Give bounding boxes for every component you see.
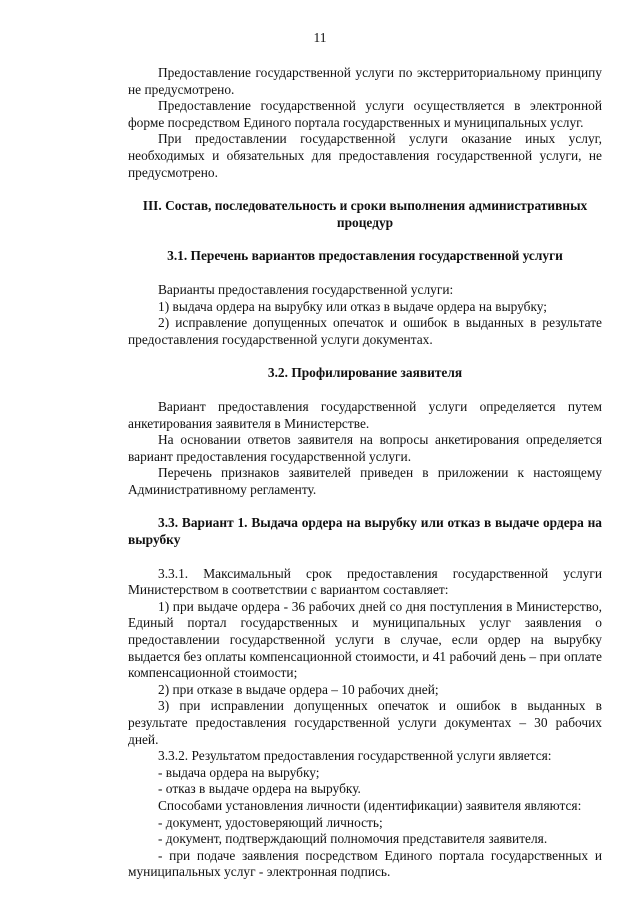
paragraph: Варианты предоставления государственной услуги:	[158, 281, 454, 297]
paragraph: 2) исправление допущенных опечаток и ошибок в выданных в результате предоставления государственной услуги документах.	[128, 315, 602, 347]
spacer	[128, 382, 602, 399]
document-body	[128, 65, 602, 881]
spacer	[128, 231, 602, 248]
paragraph: - документ, подтверждающий полномочия представителя заявителя.	[158, 831, 548, 847]
paragraph: - документ, удостоверяющий личность;	[158, 814, 383, 830]
spacer	[128, 265, 602, 282]
section-heading: 3.1. Перечень вариантов предоставления государственной услуги	[167, 248, 563, 264]
paragraph: При предоставлении государственной услуги оказание иных услуг, необходимых и обязательных для предоставления государственной услуги, не предусмотрено.	[128, 131, 602, 180]
paragraph: 2) при отказе в выдаче ордера – 10 рабочих дней;	[158, 681, 439, 697]
paragraph: Вариант предоставления государственной услуги определяется путем анкетирования заявителя в Министерстве.	[128, 398, 602, 431]
paragraph: Предоставление государственной услуги осуществляется в электронной форме посредством Единого портала государственных и муниципальных услуг.	[128, 98, 602, 130]
paragraph: 3.3.1. Максимальный срок предоставления государственной услуги Министерством в соответствии с вариантом составляет:	[128, 565, 602, 598]
paragraph: На основании ответов заявителя на вопросы анкетирования определяется вариант предоставления государственной услуги.	[128, 432, 602, 464]
paragraph: - отказ в выдаче ордера на вырубку.	[158, 781, 361, 797]
section-heading: 3.3. Вариант 1. Выдача ордера на вырубку или отказ в выдаче ордера на вырубку	[128, 515, 602, 548]
paragraph: 3) при исправлении допущенных опечаток и ошибок в выданных в результате предоставления государственной услуги документах – 30 рабочих дней.	[128, 698, 602, 747]
paragraph: - выдача ордера на вырубку;	[158, 764, 320, 780]
paragraph: Предоставление государственной услуги по экстерриториальному принципу не предусмотрено.	[128, 65, 602, 97]
paragraph: - при подаче заявления посредством Единого портала государственных и муниципальных услуг - электронная подпись.	[128, 847, 602, 880]
spacer	[128, 498, 602, 515]
paragraph: Способами установления личности (идентификации) заявителя являются:	[158, 797, 582, 813]
spacer	[128, 181, 602, 198]
paragraph: 3.3.2. Результатом предоставления государственной услуги является:	[158, 748, 552, 764]
paragraph: 1) выдача ордера на вырубку или отказ в выдаче ордера на вырубку;	[158, 298, 547, 314]
paragraph: 1) при выдаче ордера - 36 рабочих дней со дня поступления в Министерство, Единый портал государственных и муниципальных услуг заявления о предоставлении государственной услуги в случае, если ордер на вырубку выдается без оплаты компенсационной стоимости, и 41 рабочий день – при оплате компенсационной стоимости;	[128, 598, 602, 681]
spacer	[128, 549, 602, 566]
paragraph: Перечень признаков заявителей приведен в приложении к настоящему Административному регламенту.	[128, 465, 602, 497]
section-heading: III. Состав, последовательность и сроки выполнения административных процедур	[142, 198, 588, 230]
section-heading: 3.2. Профилирование заявителя	[267, 365, 463, 381]
spacer	[128, 348, 602, 365]
page-number: 11	[313, 30, 327, 45]
